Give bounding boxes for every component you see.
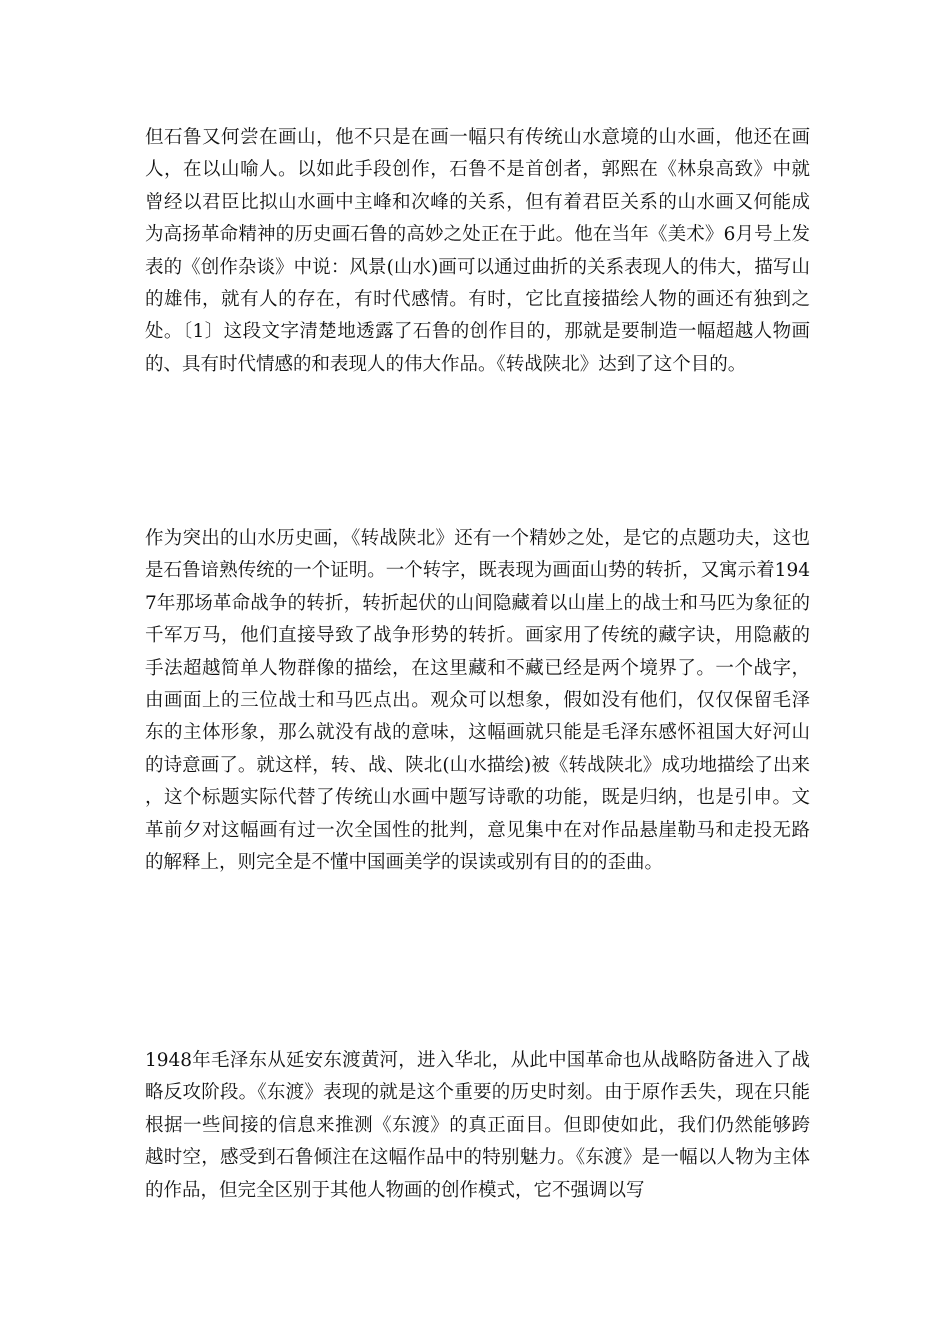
paragraph-zhuanzhan-shanbei: 作为突出的山水历史画，《转战陕北》还有一个精妙之处，是它的点题功夫，这也是石鲁谙熟传统的一个证明。一个转字，既表现为画面山势的转折，又寓示着1947年那场革命战争的转折，转折起伏的山间隐藏着以山崖上的战士和马匹为象征的千军万马，他们直接导致了战争形势的转折。画家用了传统的藏字诀，用隐蔽的手法超越简单人物群像的描绘，在这里藏和不藏已经是两个境界了。一个战字，由画面上的三位战士和马匹点出。观众可以想象，假如没有他们，仅仅保留毛泽东的主体形象，那么就没有战的意味，这幅画就只能是毛泽东感怀祖国大好河山的诗意画了。就这样，转、战、陕北(山水描绘)被《转战陕北》成功地描绘了出来，这个标题实际代替了传统山水画中题写诗歌的功能，既是归纳，也是引申。文革前夕对这幅画有过一次全国性的批判，意见集中在对作品悬崖勒马和走投无路的解释上，则完全是不懂中国画美学的误读或别有目的的歪曲。 bbox=[145, 528, 810, 874]
paragraph-shilu-landscape: 但石鲁又何尝在画山，他不只是在画一幅只有传统山水意境的山水画，他还在画人，在以山喻人。以如此手段创作，石鲁不是首创者，郭熙在《林泉高致》中就曾经以君臣比拟山水画中主峰和次峰的关系，但有着君臣关系的山水画又何能成为高扬革命精神的历史画石鲁的高妙之处正在于此。他在当年《美术》6月号上发表的《创作杂谈》中说：风景(山水)画可以通过曲折的关系表现人的伟大，描写山的雄伟，就有人的存在，有时代感情。有时，它比直接描绘人物的画还有独到之处。〔1〕这段文字清楚地透露了石鲁的创作目的，那就是要制造一幅超越人物画的、具有时代情感的和表现人的伟大作品。《转战陕北》达到了这个目的。 bbox=[145, 127, 810, 375]
paragraph-dongdu: 1948年毛泽东从延安东渡黄河，进入华北，从此中国革命也从战略防备进入了战略反攻阶段。《东渡》表现的就是这个重要的历史时刻。由于原作丢失，现在只能根据一些间接的信息来推测《东渡》的真正面目。但即使如此，我们仍然能够跨越时空，感受到石鲁倾注在这幅作品中的特别魅力。《东渡》是一幅以人物为主体的作品，但完全区别于其他人物画的创作模式，它不强调以写 bbox=[145, 1050, 810, 1201]
